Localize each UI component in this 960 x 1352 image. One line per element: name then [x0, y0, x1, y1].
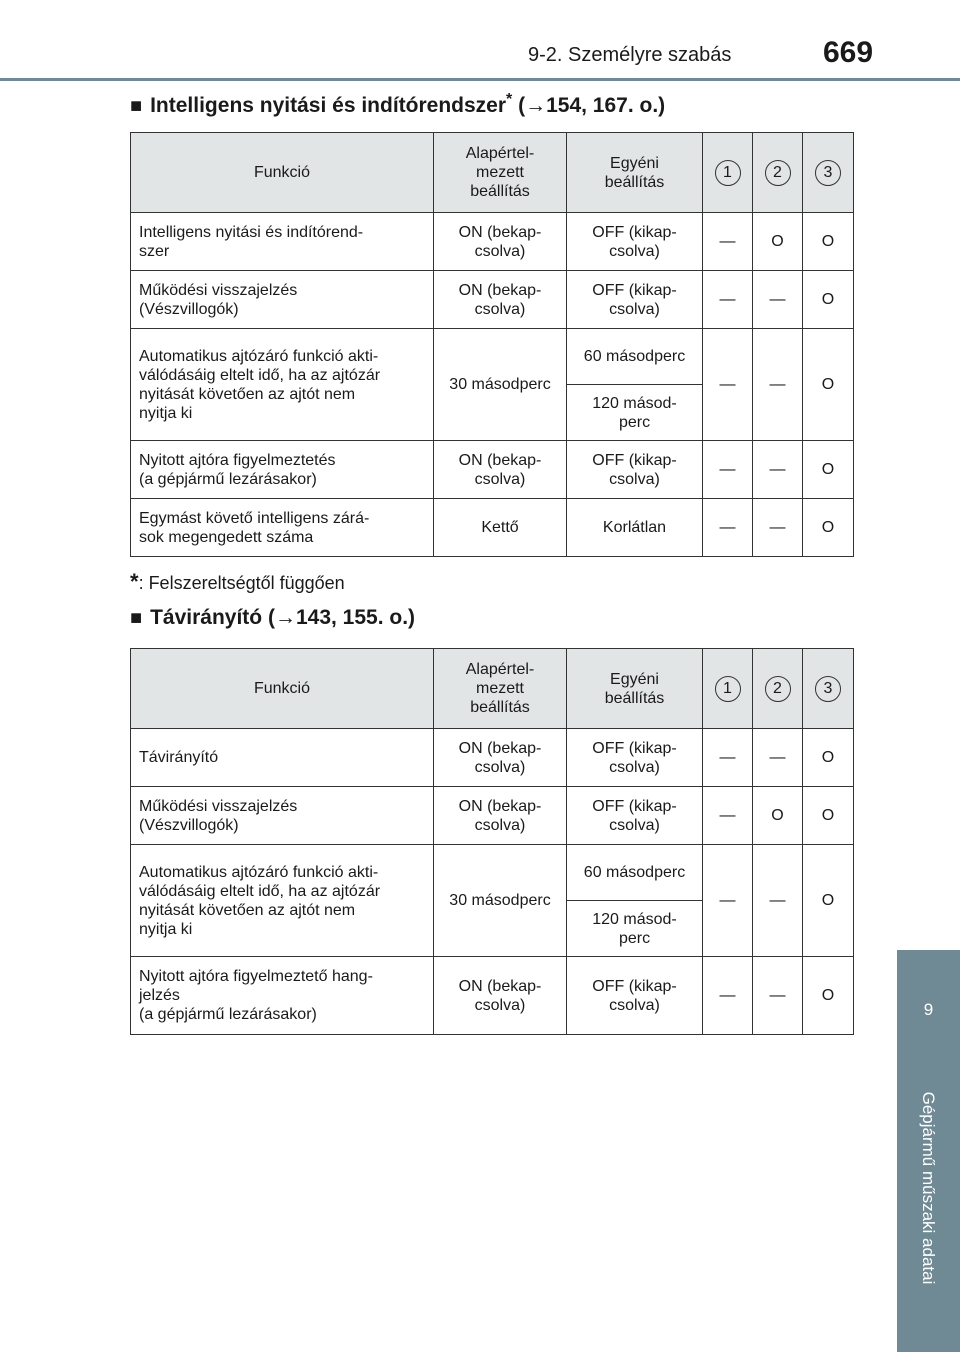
- cell-function: Működési visszajelzés (Vészvillogók): [131, 787, 434, 845]
- table-header-row: [131, 649, 854, 729]
- cell-m3: O: [803, 329, 854, 441]
- cell-m2: —: [753, 441, 803, 499]
- table-row: [131, 787, 854, 845]
- cell-default: ON (bekap- csolva): [434, 787, 567, 845]
- circle-1-icon: 1: [715, 160, 741, 186]
- cell-m2: O: [753, 787, 803, 845]
- cell-custom: Korlátlan: [567, 499, 703, 557]
- col-custom: Egyéni beállítás: [567, 649, 703, 729]
- circle-3-icon: 3: [815, 676, 841, 702]
- section-label: 9-2. Személyre szabás: [528, 44, 732, 66]
- cell-m1: —: [703, 499, 753, 557]
- col-method-3: [803, 133, 854, 213]
- cell-default: ON (bekap- csolva): [434, 271, 567, 329]
- cell-m2: —: [753, 499, 803, 557]
- cell-function: Távirányító: [131, 729, 434, 787]
- cell-default: 30 másodperc: [434, 329, 567, 441]
- cell-m3: O: [803, 441, 854, 499]
- section-heading-1: [130, 91, 665, 118]
- cell-default: 30 másodperc: [434, 845, 567, 957]
- cell-m2: —: [753, 845, 803, 957]
- table-row: [131, 499, 854, 557]
- footnote-star: *: [130, 569, 139, 594]
- table-row: [131, 957, 854, 1035]
- cell-custom-a: 60 másodperc: [567, 845, 703, 901]
- cell-default: Kettő: [434, 499, 567, 557]
- heading-ref: (→154, 167. o.): [512, 94, 666, 117]
- chapter-title: Gépjármű műszaki adatai: [919, 1091, 938, 1285]
- cell-default: ON (bekap- csolva): [434, 441, 567, 499]
- page-number: 669: [823, 36, 874, 69]
- cell-custom: OFF (kikap- csolva): [567, 213, 703, 271]
- circle-2-icon: 2: [765, 676, 791, 702]
- cell-custom: OFF (kikap- csolva): [567, 787, 703, 845]
- circle-2-icon: 2: [765, 160, 791, 186]
- table-row: [131, 441, 854, 499]
- cell-custom: OFF (kikap- csolva): [567, 441, 703, 499]
- settings-table-2: [130, 648, 854, 1035]
- table-row: [131, 729, 854, 787]
- col-function: Funkció: [131, 649, 434, 729]
- cell-m3: O: [803, 271, 854, 329]
- bullet-square-icon: ■: [130, 95, 143, 117]
- col-function: Funkció: [131, 133, 434, 213]
- cell-m3: O: [803, 213, 854, 271]
- cell-custom: OFF (kikap- csolva): [567, 271, 703, 329]
- cell-function: Nyitott ajtóra figyelmeztetés (a gépjármű lezárásakor): [131, 441, 434, 499]
- col-custom: Egyéni beállítás: [567, 133, 703, 213]
- cell-default: ON (bekap- csolva): [434, 957, 567, 1035]
- cell-default: ON (bekap- csolva): [434, 729, 567, 787]
- cell-m2: O: [753, 213, 803, 271]
- chapter-tab: [897, 950, 960, 1352]
- table-row: [131, 213, 854, 271]
- cell-m1: —: [703, 271, 753, 329]
- cell-m2: —: [753, 271, 803, 329]
- cell-m3: O: [803, 787, 854, 845]
- bullet-square-icon: ■: [130, 607, 143, 629]
- settings-table-1: [130, 132, 854, 557]
- cell-m2: —: [753, 329, 803, 441]
- table-row: [131, 845, 854, 901]
- cell-m3: O: [803, 729, 854, 787]
- cell-m1: —: [703, 787, 753, 845]
- table-header-row: [131, 133, 854, 213]
- circle-1-icon: 1: [715, 676, 741, 702]
- cell-m2: —: [753, 729, 803, 787]
- cell-function: Intelligens nyitási és indítórend- szer: [131, 213, 434, 271]
- cell-m3: O: [803, 499, 854, 557]
- cell-function: Automatikus ajtózáró funkció akti- válódásáig eltelt idő, ha az ajtózár nyitását követően az ajtót nem nyitja ki: [131, 845, 434, 957]
- col-method-2: [753, 649, 803, 729]
- cell-m1: —: [703, 213, 753, 271]
- cell-custom-b: 120 másod- perc: [567, 901, 703, 957]
- cell-m1: —: [703, 729, 753, 787]
- col-method-1: [703, 649, 753, 729]
- chapter-number: 9: [923, 1000, 934, 1019]
- footnote-text: : Felszereltségtől függően: [138, 573, 345, 593]
- cell-default: ON (bekap- csolva): [434, 213, 567, 271]
- footnote: [130, 569, 345, 595]
- table-row: [131, 329, 854, 385]
- cell-m2: —: [753, 957, 803, 1035]
- cell-function: Nyitott ajtóra figyelmeztető hang- jelzés (a gépjármű lezárásakor): [131, 957, 434, 1035]
- heading-title: Intelligens nyitási és indítórendszer: [150, 94, 507, 117]
- cell-custom: OFF (kikap- csolva): [567, 957, 703, 1035]
- cell-m1: —: [703, 845, 753, 957]
- col-method-3: [803, 649, 854, 729]
- cell-m3: O: [803, 845, 854, 957]
- col-default: Alapértel- mezett beállítás: [434, 649, 567, 729]
- cell-function: Egymást követő intelligens zárá- sok megengedett száma: [131, 499, 434, 557]
- cell-custom-b: 120 másod- perc: [567, 385, 703, 441]
- table-row: [131, 271, 854, 329]
- section-heading-2: [130, 606, 415, 630]
- col-default: Alapértel- mezett beállítás: [434, 133, 567, 213]
- cell-custom-a: 60 másodperc: [567, 329, 703, 385]
- cell-custom: OFF (kikap- csolva): [567, 729, 703, 787]
- circle-3-icon: 3: [815, 160, 841, 186]
- cell-function: Működési visszajelzés (Vészvillogók): [131, 271, 434, 329]
- cell-m1: —: [703, 957, 753, 1035]
- heading-ref: (→143, 155. o.): [262, 606, 416, 629]
- cell-m1: —: [703, 329, 753, 441]
- header-rule: [0, 78, 960, 81]
- col-method-1: [703, 133, 753, 213]
- col-method-2: [753, 133, 803, 213]
- cell-function: Automatikus ajtózáró funkció akti- válódásáig eltelt idő, ha az ajtózár nyitását követően az ajtót nem nyitja ki: [131, 329, 434, 441]
- cell-m1: —: [703, 441, 753, 499]
- heading-star: *: [506, 91, 513, 108]
- heading-title: Távirányító: [150, 606, 263, 629]
- cell-m3: O: [803, 957, 854, 1035]
